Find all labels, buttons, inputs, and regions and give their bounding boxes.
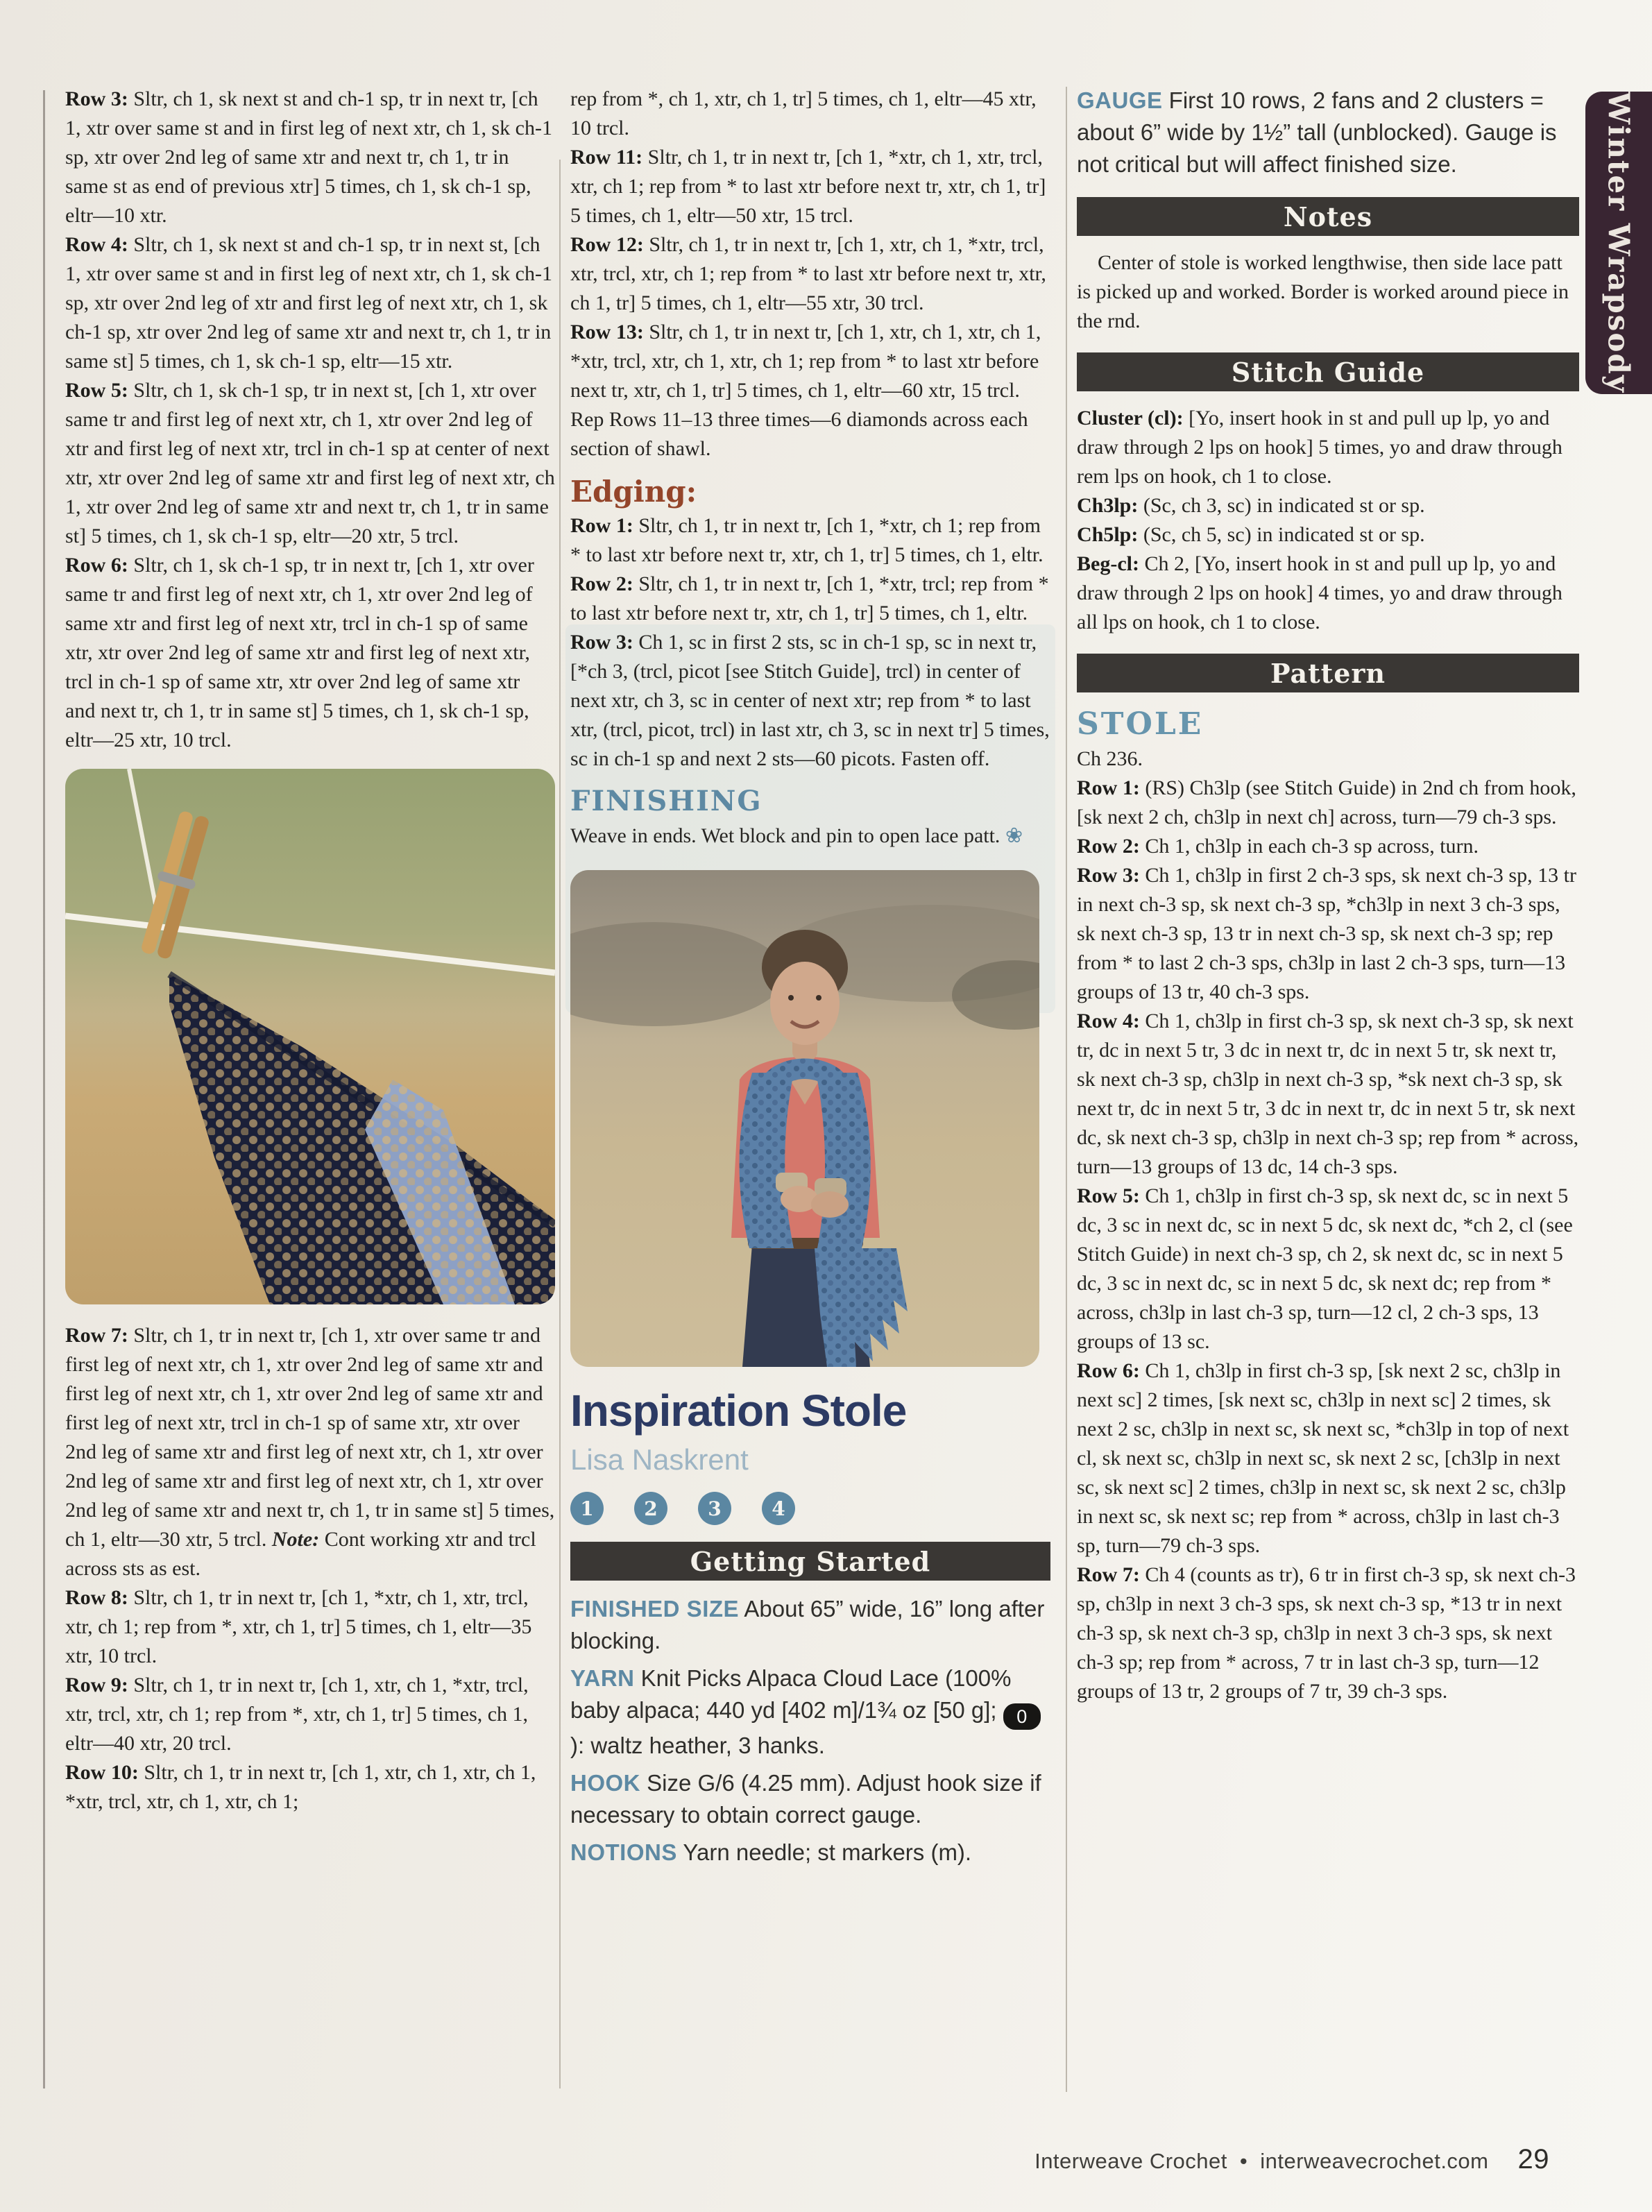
row-text: Sltr, ch 1, tr in next tr, [ch 1, xtr, ch 1, *xtr, trcl, xtr, trcl, xtr, ch 1; rep from *, xtr, ch 1, tr] 5 times, ch 1, eltr—40 xtr, 20 trcl. <box>65 1674 529 1755</box>
row-text: Ch 1, ch3lp in first 2 ch-3 sps, sk next ch-3 sp, 13 tr in next ch-3 sp, sk next ch-3 sp, *ch3lp in next 3 ch-3 sps, sk next ch-3 sp, 13 tr in next ch-3 sp, sk next ch-3 sp; rep from * to last 2 ch-3 sps, ch3lp in last 2 ch-3 sps, turn—13 groups of 13 tr, 40 ch-3 sps. <box>1077 864 1576 1003</box>
page-footer <box>1034 2144 1549 2175</box>
yarn <box>570 1662 1050 1762</box>
row-label: Row 2: <box>1077 835 1140 858</box>
pattern-paragraph <box>65 85 555 230</box>
article-title: Inspiration Stole <box>570 1386 907 1436</box>
row-text: Sltr, ch 1, tr in next tr, [ch 1, xtr, ch 1, xtr, ch 1, *xtr, trcl, xtr, ch 1, xtr, ch 1; rep from * to last xtr before next tr, xtr, ch 1, tr] 5 times, ch 1, eltr—60 xtr, 15 trcl. <box>570 321 1041 402</box>
row-label: Row 6: <box>1077 1359 1140 1382</box>
pattern-paragraph <box>65 1671 555 1758</box>
yarn-weight-icon: 0 <box>1003 1703 1041 1730</box>
column-rule-1 <box>559 160 561 2088</box>
pattern-paragraph <box>1077 1182 1579 1356</box>
row-label: Row 12: <box>570 233 644 256</box>
finished-size-text: About 65” wide, 16” long after blocking. <box>570 1596 1045 1653</box>
stitch-guide-entry <box>1077 550 1579 637</box>
row-label: Row 5: <box>1077 1184 1140 1207</box>
pattern-paragraph <box>1077 861 1579 1007</box>
page-number: 29 <box>1517 2144 1549 2175</box>
pattern-paragraph <box>570 511 1050 570</box>
note-text: Cont working xtr and trcl across sts as est. <box>65 1528 536 1580</box>
pattern-paragraph <box>1077 774 1579 832</box>
magazine-website: interweavecrochet.com <box>1260 2149 1489 2173</box>
row-label: Row 3: <box>1077 864 1140 887</box>
row-label: Row 11: <box>570 146 643 169</box>
row-label: Row 3: <box>570 631 633 654</box>
skill-level-dots <box>570 1492 1050 1525</box>
finishing-text: Weave in ends. Wet block and pin to open lace patt. <box>570 824 1005 847</box>
row-label: Row 5: <box>65 379 128 402</box>
finished-size <box>570 1593 1050 1657</box>
row-text: (RS) Ch3lp (see Stitch Guide) in 2nd ch from hook, [sk next 2 ch, ch3lp in next ch] across, turn—79 ch-3 sps. <box>1077 776 1576 828</box>
pattern-paragraph <box>65 230 555 376</box>
row-text: Ch 4 (counts as tr), 6 tr in first ch-3 sp, sk next ch-3 sp, ch3lp in next 3 ch-3 sps, sk next ch-3 sp, *13 tr in next ch-3 sp, sk next ch-3 sp, ch3lp in next 3 ch-3 sps, sk next ch-3 sp; rep from * across, 7 tr in last ch-3 sp, turn—12 groups of 13 tr, 2 groups of 7 tr, 39 ch-3 sps. <box>1077 1563 1576 1703</box>
edging-heading: Edging: <box>570 475 697 509</box>
pattern-paragraph <box>570 143 1050 230</box>
stitch-text: Ch 2, [Yo, insert hook in st and pull up lp, yo and draw through 2 lps on hook] 4 times, yo and draw through all lps on hook, ch 1 to close. <box>1077 552 1562 633</box>
note-label: Note: <box>271 1528 320 1551</box>
row-text: Sltr, ch 1, tr in next tr, [ch 1, xtr, ch 1, xtr, ch 1, *xtr, trcl, xtr, ch 1, xtr, ch 1; <box>65 1761 536 1813</box>
row-text: Sltr, ch 1, tr in next tr, [ch 1, xtr over same tr and first leg of next xtr, ch 1, xtr over 2nd leg of same xtr and first leg of next xtr, ch 1, xtr over 2nd leg of same xtr and first leg of next xtr, trcl in ch-1 sp of same xtr, xtr over 2nd leg of same xtr and first leg of next xtr, ch 1, xtr over 2nd leg of same xtr and first leg of next xtr, ch 1, xtr over 2nd leg of same xtr and next tr, ch 1, tr in same st] 5 times, ch 1, eltr—30 xtr, 5 trcl. <box>65 1324 555 1551</box>
row-label: Row 1: <box>570 514 633 537</box>
hook <box>570 1767 1050 1831</box>
row-text: Sltr, ch 1, sk ch-1 sp, tr in next st, [ch 1, xtr over same tr and first leg of next xtr, ch 1, xtr over 2nd leg of xtr and first leg of next xtr, trcl in ch-1 sp at center of next xtr, xtr over 2nd leg of same xtr and first leg of next xtr, ch 1, xtr over 2nd leg of same xtr and next tr, ch 1, tr in same st] 5 times, ch 1, sk ch-1 sp, eltr—20 xtr, 5 trcl. <box>65 379 555 547</box>
stitch-label: Cluster (cl): <box>1077 407 1184 429</box>
row-text: Sltr, ch 1, sk ch-1 sp, tr in next tr, [ch 1, xtr over same tr and first leg of next xtr, ch 1, xtr over 2nd leg of same xtr and first leg of next xtr, trcl in ch-1 sp of same xtr, xtr over 2nd leg of same xtr and first leg of next xtr, trcl in ch-1 sp of same xtr, xtr over 2nd leg of same xtr and next tr, ch 1, tr in same st] 5 times, ch 1, sk ch-1 sp, eltr—25 xtr, 10 trcl. <box>65 554 534 751</box>
skill-dot-3: 3 <box>698 1492 731 1525</box>
hook-label: HOOK <box>570 1770 640 1796</box>
row-label: Row 6: <box>65 554 128 577</box>
clothesline-shawl-illustration <box>65 769 555 1304</box>
row-text: Sltr, ch 1, sk next st and ch-1 sp, tr in next st, [ch 1, xtr over same st and in first leg of next xtr, ch 1, sk ch-1 sp, xtr over 2nd leg of xtr and first leg of next xtr, ch 1, sk ch-1 sp, xtr over 2nd leg of same xtr and next tr, ch 1, tr in same st] 5 times, ch 1, sk ch-1 sp, eltr—15 xtr. <box>65 233 552 373</box>
row-label: Row 4: <box>1077 1010 1140 1032</box>
pattern-paragraph <box>1077 1356 1579 1560</box>
hand <box>811 1191 849 1218</box>
notions <box>570 1837 1050 1869</box>
row-text: Sltr, ch 1, tr in next tr, [ch 1, *xtr, trcl; rep from * to last xtr before next tr, xtr, ch 1, tr] 5 times, ch 1, eltr. <box>570 572 1049 624</box>
stitch-text: (Sc, ch 3, sc) in indicated st or sp. <box>1138 494 1425 517</box>
row-text: Ch 1, sc in first 2 sts, sc in ch-1 sp, sc in next tr, [*ch 3, (trcl, picot [see Stitch Guide], trcl) in center of next xtr, ch 3, sc in center of next xtr; rep from * to last xtr, (trcl, picot, trcl) in last xtr, ch 3, sc in next tr] 5 times, sc in ch-1 sp and next 2 sts—60 picots. Fasten off. <box>570 631 1050 770</box>
section-tab <box>1585 92 1652 394</box>
notes-paragraph: Center of stole is worked lengthwise, then side lace patt is picked up and worked. Border is worked around piece in the rnd. <box>1077 251 1569 332</box>
row-text: Ch 1, ch3lp in first ch-3 sp, [sk next 2 sc, ch3lp in next sc] 2 times, [sk next sc, ch3lp in next sc] 2 times, sk next 2 sc, ch3lp in next sc, sk next sc, *ch3lp in top of next cl, sk next sc, ch3lp in next sc, sk next 2 sc, [ch3lp in next sc, sk next sc] 2 times, ch3lp in next sc, sk next 2 sc, ch3lp in next sc, sk next sc; rep from * across, ch3lp in last ch-3 sp, turn—79 ch-3 sps. <box>1077 1359 1569 1557</box>
footer-bullet: • <box>1239 2149 1248 2173</box>
row-text: Sltr, ch 1, tr in next tr, [ch 1, *xtr, ch 1; rep from * to last xtr before next tr, xtr, ch 1, tr] 5 times, ch 1, eltr. <box>570 514 1044 566</box>
skill-dot-2: 2 <box>634 1492 667 1525</box>
column-rule-2 <box>1066 87 1067 2092</box>
stitch-label: Beg-cl: <box>1077 552 1139 575</box>
row-label: Row 1: <box>1077 776 1140 799</box>
row-label: Row 2: <box>570 572 633 595</box>
designer-byline: Lisa Naskrent <box>570 1443 749 1476</box>
pattern-paragraph <box>65 1583 555 1671</box>
stitch-text: [Yo, insert hook in st and pull up lp, yo and draw through 2 lps on hook] 5 times, yo and draw through rem lps on hook, ch 1 to close. <box>1077 407 1562 488</box>
page-gutter-rule <box>43 90 45 2088</box>
row-text: Sltr, ch 1, tr in next tr, [ch 1, *xtr, ch 1, xtr, trcl, xtr, ch 1; rep from * to last xtr before next tr, xtr, ch 1, tr] 5 times, ch 1, eltr—50 xtr, 15 trcl. <box>570 146 1046 227</box>
notions-text: Yarn needle; st markers (m). <box>676 1839 972 1865</box>
hook-text: Size G/6 (4.25 mm). Adjust hook size if necessary to obtain correct gauge. <box>570 1770 1041 1828</box>
row-text: Rep Rows 11–13 three times—6 diamonds across each section of shawl. <box>570 408 1028 460</box>
stole-heading: STOLE <box>1077 706 1204 742</box>
face <box>770 962 840 1045</box>
yarn-text: Knit Picks Alpaca Cloud Lace (100% baby alpaca; 440 yd [402 m]/1¾ oz [50 g]; <box>570 1665 1012 1723</box>
eye <box>816 995 821 1001</box>
row-text: rep from *, ch 1, xtr, ch 1, tr] 5 times, ch 1, eltr—45 xtr, 10 trcl. <box>570 87 1037 139</box>
gauge <box>1077 85 1579 180</box>
row-label: Row 9: <box>65 1674 128 1696</box>
gauge-label: GAUGE <box>1077 87 1163 113</box>
pattern-paragraph <box>570 230 1050 318</box>
repeat-instruction <box>570 405 1050 463</box>
model-stole-illustration <box>570 870 1039 1367</box>
pattern-bar: Pattern <box>1077 654 1579 692</box>
column-left <box>65 85 555 1817</box>
stitch-guide-entry <box>1077 491 1579 520</box>
gauge-text: First 10 rows, 2 fans and 2 clusters = about 6” wide by 1½” tall (unblocked). Gauge is not critical but will affect finished size. <box>1077 87 1557 177</box>
column-middle <box>570 85 1050 1874</box>
pattern-paragraph <box>65 1321 555 1583</box>
model-stole-photo <box>570 870 1039 1367</box>
stitch-guide-entry <box>1077 404 1579 491</box>
notes-bar: Notes <box>1077 197 1579 236</box>
chain-instruction: Ch 236. <box>1077 747 1143 770</box>
pattern-paragraph <box>570 628 1050 774</box>
pattern-paragraph <box>65 376 555 551</box>
pattern-paragraph <box>1077 1007 1579 1182</box>
yarn-label: YARN <box>570 1665 635 1691</box>
finishing-heading: FINISHING <box>570 785 763 817</box>
row-text: Ch 1, ch3lp in first ch-3 sp, sk next dc, sc in next 5 dc, 3 sc in next dc, sc in next 5 dc, sk next dc, *ch 2, cl (see Stitch Guide) in next ch-3 sp, ch 2, sk next dc, sc in next 5 dc, 3 sc in next dc, sc in next 5 dc, sk next dc; rep from * across, ch3lp in last ch-3 sp, turn—12 cl, 2 ch-3 sps, 13 groups of 13 sc. <box>1077 1184 1573 1353</box>
row-text: Sltr, ch 1, sk next st and ch-1 sp, tr in next tr, [ch 1, xtr over same st and in first leg of next xtr, ch 1, sk ch-1 sp, xtr over 2nd leg of same xtr and next tr, ch 1, tr in same st as end of previous xtr] 5 times, ch 1, sk ch-1 sp, eltr—10 xtr. <box>65 87 552 227</box>
row-label: Row 7: <box>65 1324 128 1347</box>
column-right <box>1077 85 1579 1706</box>
pattern-paragraph <box>65 1758 555 1817</box>
getting-started-bar: Getting Started <box>570 1542 1050 1581</box>
row-text: Sltr, ch 1, tr in next tr, [ch 1, *xtr, ch 1, xtr, trcl, xtr, ch 1; rep from *, xtr, ch 1, tr] 5 times, ch 1, eltr—35 xtr, 10 trcl. <box>65 1586 532 1667</box>
row-label: Row 8: <box>65 1586 128 1609</box>
notions-label: NOTIONS <box>570 1839 677 1865</box>
skill-dot-4: 4 <box>762 1492 795 1525</box>
row-label: Row 4: <box>65 233 128 256</box>
finishing-paragraph <box>570 822 1050 851</box>
finished-size-label: FINISHED SIZE <box>570 1596 740 1622</box>
clothesline-shawl-photo <box>65 769 555 1304</box>
stitch-label: Ch5lp: <box>1077 523 1139 546</box>
eye <box>788 995 794 1001</box>
pattern-paragraph <box>1077 1560 1579 1706</box>
pattern-paragraph-continuation <box>570 85 1050 143</box>
section-tab-label: Winter Wrapsody <box>1601 92 1636 394</box>
pattern-paragraph <box>570 570 1050 628</box>
row-text: Sltr, ch 1, tr in next tr, [ch 1, xtr, ch 1, *xtr, trcl, xtr, trcl, xtr, ch 1; rep from * to last xtr before next tr, xtr, ch 1, tr] 5 times, ch 1, eltr—55 xtr, 30 trcl. <box>570 233 1046 314</box>
pattern-paragraph <box>570 318 1050 405</box>
row-label: Row 3: <box>65 87 128 110</box>
flower-icon: ❀ <box>1005 824 1023 847</box>
row-text: Ch 1, ch3lp in first ch-3 sp, sk next ch-3 sp, sk next tr, dc in next 5 tr, 3 dc in next tr, dc in next 5 tr, sk next tr, sk next ch-3 sp, ch3lp in next ch-3 sp, *sk next ch-3 sp, sk next tr, dc in next 5 tr, 3 dc in next tr, dc in next 5 tr, sk next dc, sk next ch-3 sp, ch3lp in next ch-3 sp; rep from * across, turn—13 groups of 13 dc, 14 ch-3 sps. <box>1077 1010 1579 1178</box>
stitch-text: (Sc, ch 5, sc) in indicated st or sp. <box>1138 523 1425 546</box>
pattern-paragraph <box>1077 832 1579 861</box>
row-label: Row 10: <box>65 1761 139 1784</box>
stitch-label: Ch3lp: <box>1077 494 1139 517</box>
stitch-guide-entry <box>1077 520 1579 550</box>
skill-dot-1: 1 <box>570 1492 604 1525</box>
stitch-guide-bar: Stitch Guide <box>1077 352 1579 391</box>
pattern-paragraph <box>65 551 555 755</box>
yarn-text-after: ): waltz heather, 3 hanks. <box>570 1733 825 1758</box>
row-label: Row 13: <box>570 321 644 343</box>
row-text: Ch 1, ch3lp in each ch-3 sp across, turn. <box>1139 835 1479 858</box>
row-label: Row 7: <box>1077 1563 1140 1586</box>
magazine-name: Interweave Crochet <box>1034 2149 1227 2173</box>
